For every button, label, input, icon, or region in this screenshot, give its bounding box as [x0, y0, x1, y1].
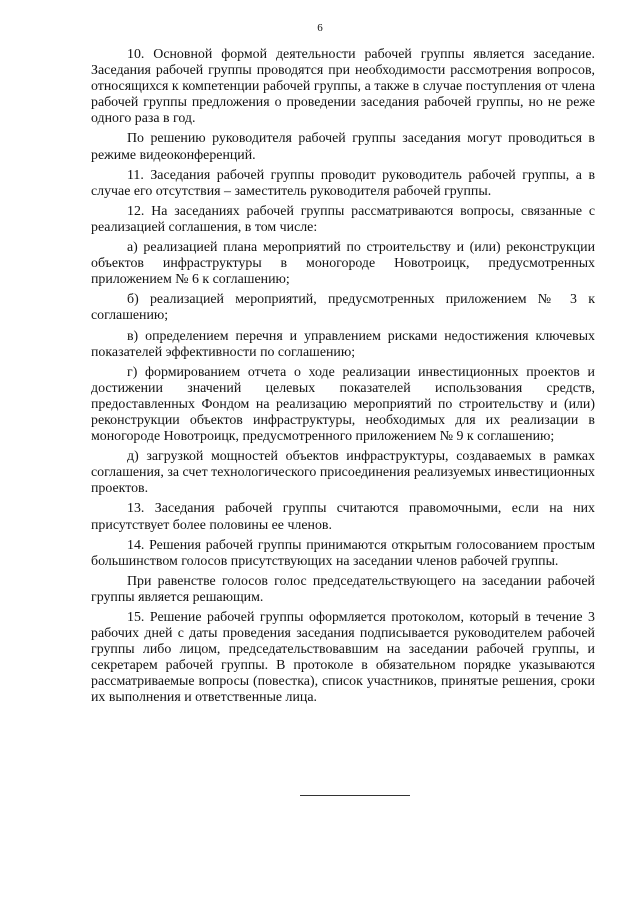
page-number: 6: [317, 22, 323, 34]
paragraph-11: 11. Заседания рабочей группы проводит руководитель рабочей группы, а в случае его отсутствия – заместитель руководителя рабочей группы.: [91, 167, 595, 199]
paragraph-12-g: г) формированием отчета о ходе реализации инвестиционных проектов и достижении значений целевых показателей использования средств, предоставленных Фондом на реализацию мероприятий по строительству и (или) реконструкции объектов инфраструктуры, необходимых для их реализации в моногороде Новотроицк, предусмотренного приложением № 9 к соглашению;: [91, 364, 595, 445]
paragraph-14-tie-vote: При равенстве голосов голос председательствующего на заседании рабочей группы является решающим.: [91, 573, 595, 605]
paragraph-10: 10. Основной формой деятельности рабочей группы является заседание. Заседания рабочей группы проводятся при необходимости рассмотрения вопросов, относящихся к компетенции рабочей группы, а также в случае поступления от члена рабочей группы предложения о проведении заседания рабочей группы, но не реже одного раза в год.: [91, 47, 595, 127]
document-body: [91, 47, 595, 711]
paragraph-15: 15. Решение рабочей группы оформляется протоколом, который в течение 3 рабочих дней с даты проведения заседания подписывается руководителем рабочей группы либо лицом, председательствовавшим на заседании рабочей группы, и секретарем рабочей группы. В протоколе в обязательном порядке указываются рассматриваемые вопросы (повестка), список участников, принятые решения, сроки их выполнения и ответственные лица.: [91, 610, 595, 706]
paragraph-14: 14. Решения рабочей группы принимаются открытым голосованием простым большинством голосов присутствующих на заседании членов рабочей группы.: [91, 537, 595, 569]
paragraph-12-d: д) загрузкой мощностей объектов инфраструктуры, создаваемых в рамках соглашения, за счет технологического присоединения реализуемых инвестиционных проектов.: [91, 449, 595, 497]
paragraph-12: 12. На заседаниях рабочей группы рассматриваются вопросы, связанные с реализацией соглашения, в том числе:: [91, 203, 595, 235]
paragraph-10-videoconference: По решению руководителя рабочей группы заседания могут проводиться в режиме видеоконференций.: [91, 131, 595, 163]
paragraph-12-v: в) определением перечня и управлением рисками недостижения ключевых показателей эффективности по соглашению;: [91, 328, 595, 360]
paragraph-12-b: б) реализацией мероприятий, предусмотренных приложением № 3 к соглашению;: [91, 292, 595, 324]
paragraph-13: 13. Заседания рабочей группы считаются правомочными, если на них присутствует более половины ее членов.: [91, 501, 595, 533]
paragraph-12-a: а) реализацией плана мероприятий по строительству и (или) реконструкции объектов инфраструктуры в моногороде Новотроицк, предусмотренных приложением № 6 к соглашению;: [91, 240, 595, 288]
end-separator-line: [300, 795, 410, 796]
